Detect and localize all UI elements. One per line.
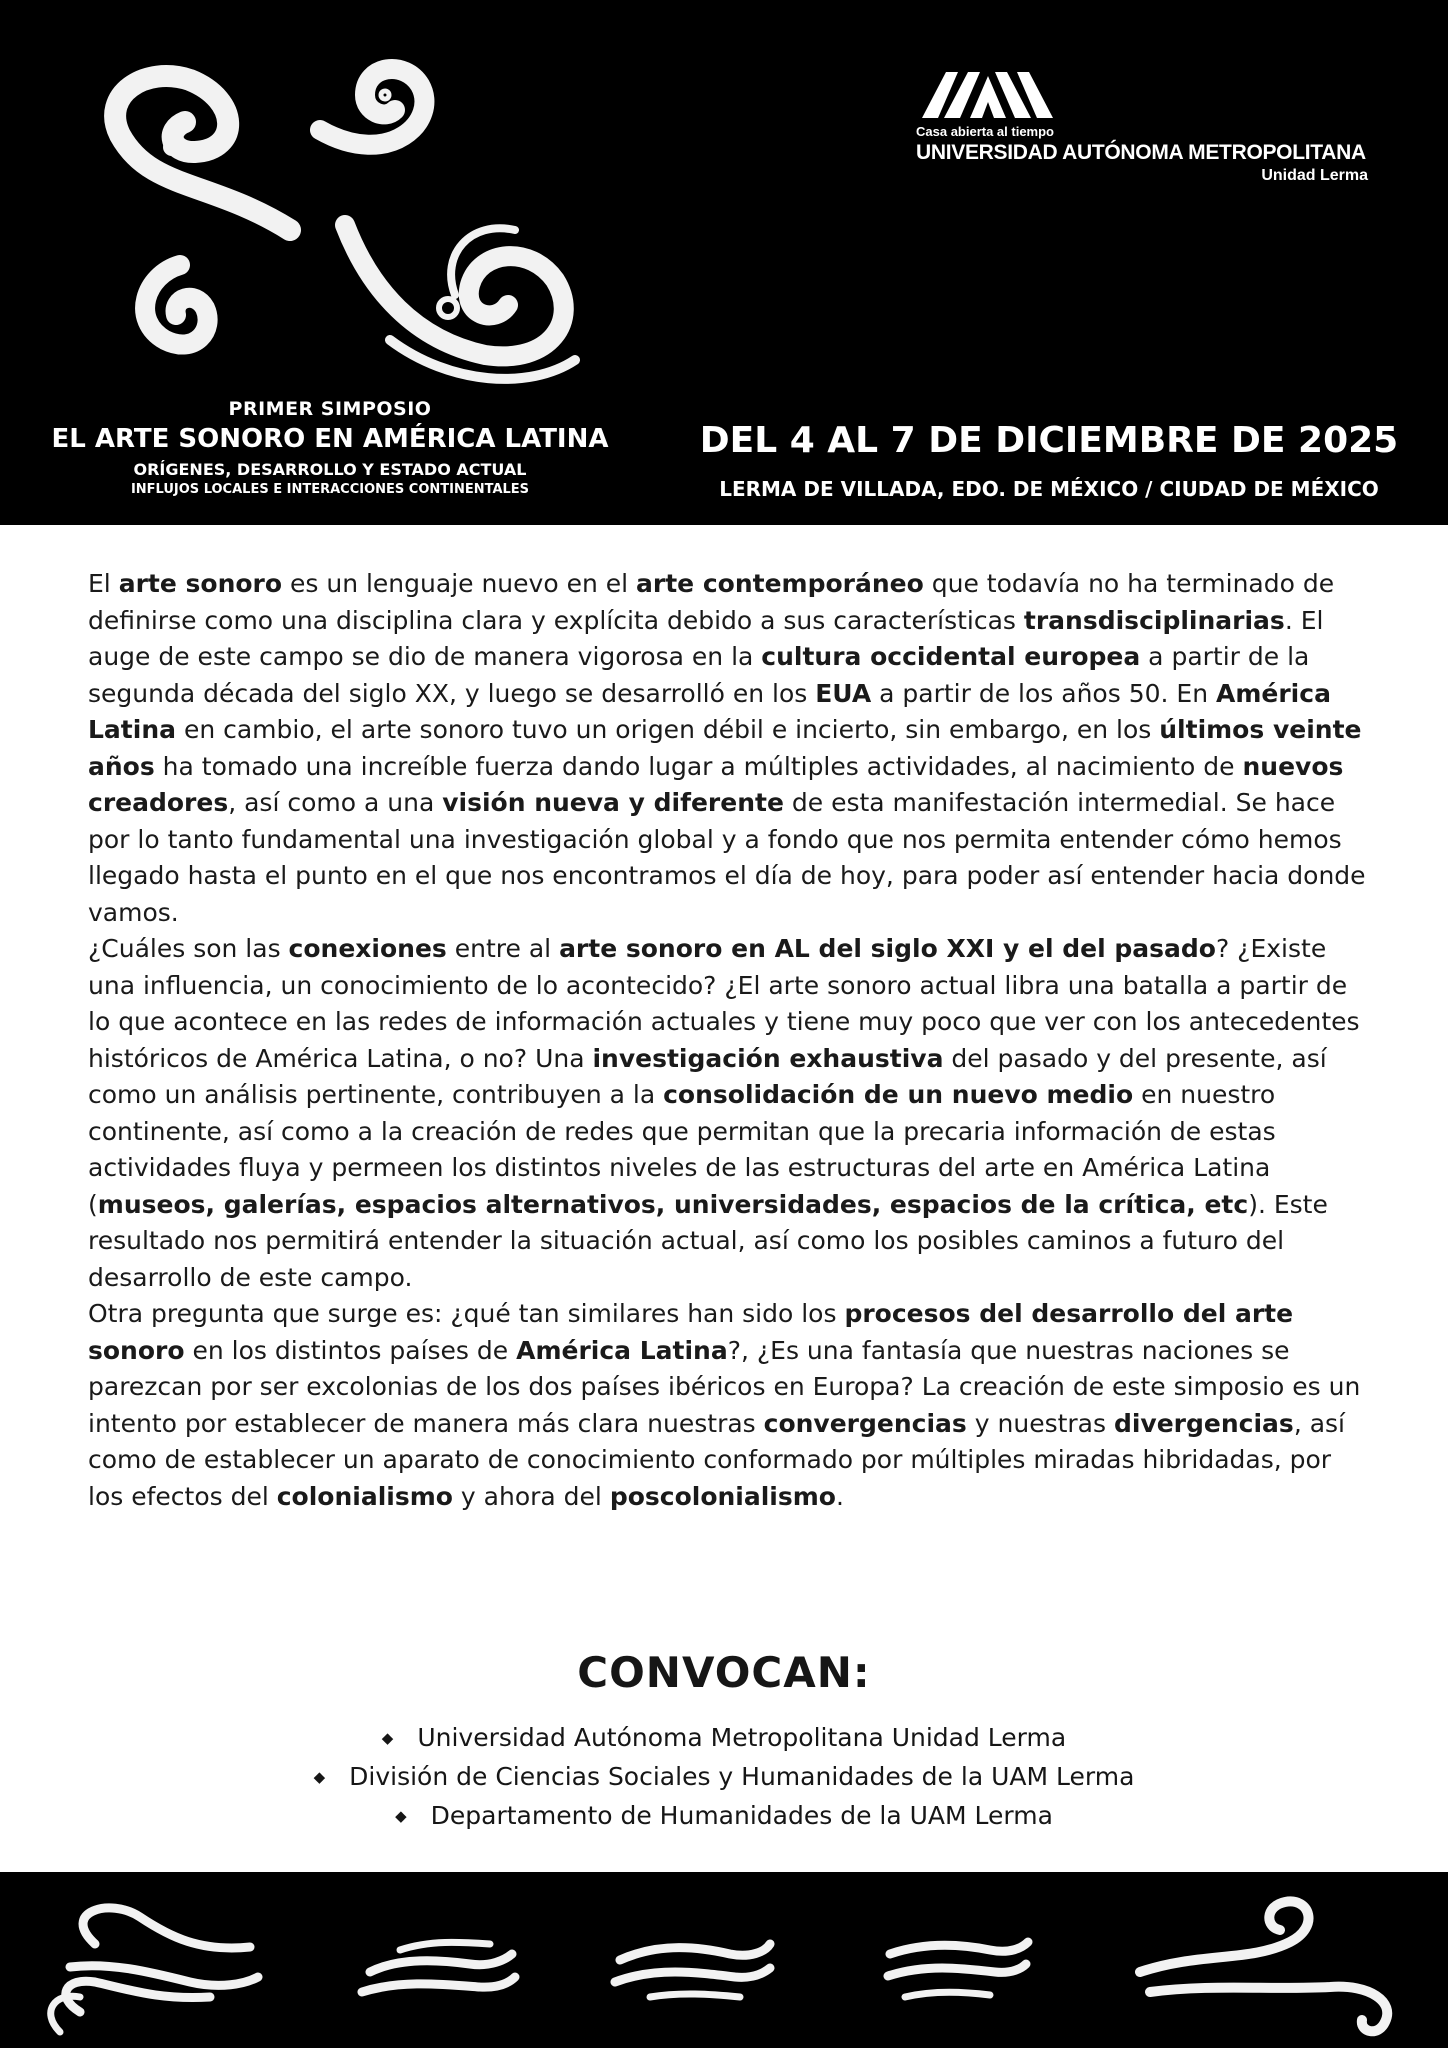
text-run: ). Este resultado nos permitirá entender la situación actual, así como los posibles caminos a futuro del desarrollo de este campo. bbox=[88, 1189, 1328, 1292]
bold-text: América Latina bbox=[516, 1335, 728, 1365]
event-location: LERMA DE VILLADA, EDO. DE MÉXICO / CIUDAD DE MÉXICO bbox=[719, 477, 1379, 501]
text-run: , así como a una bbox=[228, 788, 443, 817]
event-pre-title: PRIMER SIMPOSIO bbox=[228, 398, 432, 420]
event-dates: DEL 4 AL 7 DE DICIEMBRE DE 2025 bbox=[699, 420, 1399, 461]
bold-text: divergencias bbox=[1113, 1408, 1294, 1438]
text-run: y nuestras bbox=[966, 1408, 1114, 1438]
event-dates-block bbox=[694, 420, 1404, 501]
event-subtitle-secondary: INFLUJOS LOCALES E INTERACCIONES CONTINENTALES bbox=[130, 482, 530, 497]
text-run: . bbox=[835, 1481, 844, 1511]
bold-text: arte sonoro bbox=[118, 569, 283, 598]
convocan-list bbox=[0, 1720, 1448, 1837]
body-text bbox=[88, 566, 1368, 1515]
bold-text: procesos del desarrollo del arte sonoro bbox=[88, 1299, 1294, 1365]
text-run: ¿Cuáles son las bbox=[88, 934, 289, 963]
paragraph-purpose bbox=[88, 1296, 1368, 1515]
convocan-heading: CONVOCAN: bbox=[577, 1648, 871, 1697]
text-run: en cambio, el arte sonoro tuvo un origen débil e incierto, sin embargo, en los bbox=[176, 715, 1160, 744]
event-subtitle: ORÍGENES, DESARROLLO Y ESTADO ACTUAL bbox=[133, 460, 527, 479]
paragraph-questions bbox=[88, 931, 1368, 1296]
text-run: ? ¿Existe una influencia, un conocimiento de lo acontecido? ¿El arte sonoro actual libra una batalla a partir de lo que acontece en las redes de información actuales y tiene muy poco que ver con los antecedentes históricos de América Latina, o no? Una bbox=[88, 934, 1360, 1073]
bold-text: últimos veinte años bbox=[88, 715, 1362, 781]
list-item: ◆ Departamento de Humanidades de la UAM Lerma bbox=[0, 1798, 1448, 1837]
sound-waves-illustration bbox=[0, 1872, 1448, 2048]
bold-text: transdisciplinarias bbox=[1023, 605, 1285, 635]
list-item: ◆ División de Ciencias Sociales y Humanidades de la UAM Lerma bbox=[0, 1759, 1448, 1798]
text-run: que todavía no ha terminado de definirse como una disciplina clara y explícita debido a sus características bbox=[88, 569, 1335, 635]
uam-logo-icon bbox=[920, 68, 1055, 120]
footer-banner bbox=[0, 1872, 1448, 2048]
text-run: y ahora del bbox=[452, 1481, 610, 1511]
university-name: UNIVERSIDAD AUTÓNOMA METROPOLITANA bbox=[916, 141, 1366, 164]
header-banner bbox=[0, 0, 1448, 525]
bold-text: convergencias bbox=[763, 1408, 967, 1438]
bold-text: arte sonoro en AL del siglo XXI y el del pasado bbox=[559, 934, 1216, 963]
text-run: El bbox=[88, 569, 119, 598]
sound-swirls-illustration bbox=[60, 40, 620, 430]
text-run: en nuestro continente, así como a la creación de redes que permitan que la precaria información de estas actividades fluya y permeen los distintos niveles de las estructuras del arte en América Latina ( bbox=[88, 1080, 1276, 1219]
text-run: ha tomado una increíble fuerza dando lugar a múltiples actividades, al nacimiento de bbox=[154, 751, 1243, 781]
bold-text: visión nueva y diferente bbox=[442, 788, 784, 817]
text-run: en los distintos países de bbox=[184, 1335, 517, 1365]
text-run: a partir de la segunda década del siglo XX, y luego se desarrolló en los bbox=[88, 642, 1310, 708]
university-motto: Casa abierta al tiempo bbox=[916, 124, 1054, 139]
bold-text: conexiones bbox=[288, 934, 447, 963]
text-run: es un lenguaje nuevo en el bbox=[282, 569, 637, 598]
bold-text: museos, galerías, espacios alternativos, universidades, espacios de la crítica, etc bbox=[97, 1189, 1249, 1219]
text-run: entre al bbox=[446, 934, 560, 963]
text-run: del pasado y del presente, así como un análisis pertinente, contribuyen a la bbox=[88, 1043, 1327, 1109]
bold-text: investigación exhaustiva bbox=[592, 1043, 944, 1073]
bold-text: colonialismo bbox=[276, 1481, 453, 1511]
event-title: EL ARTE SONORO EN AMÉRICA LATINA bbox=[51, 424, 609, 454]
bold-text: cultura occidental europea bbox=[761, 642, 1141, 671]
text-run: Otra pregunta que surge es: ¿qué tan similares han sido los bbox=[88, 1299, 845, 1328]
text-run: ?, ¿Es una fantasía que nuestras naciones se parezcan por ser excolonias de los dos países ibéricos en Europa? La creación de este simposio es un intento por establecer de manera más clara nuestras bbox=[88, 1335, 1361, 1438]
text-run: de esta manifestación intermedial. Se hace por lo tanto fundamental una investigación global y a fondo que nos permita entender cómo hemos llegado hasta el punto en el que nos encontramos el día de hoy, para poder así entender hacia donde vamos. bbox=[88, 788, 1366, 927]
text-run: a partir de los años 50. En bbox=[871, 678, 1216, 708]
list-item: ◆ Universidad Autónoma Metropolitana Unidad Lerma bbox=[0, 1720, 1448, 1759]
bold-text: consolidación de un nuevo medio bbox=[663, 1080, 1134, 1109]
bold-text: poscolonialismo bbox=[609, 1481, 836, 1511]
bold-text: arte contemporáneo bbox=[636, 569, 924, 598]
paragraph-intro bbox=[88, 566, 1368, 931]
bold-text: América Latina bbox=[88, 678, 1331, 744]
text-run: . El auge de este campo se dio de manera vigorosa en la bbox=[88, 605, 1324, 671]
bold-text: nuevos creadores bbox=[88, 751, 1344, 817]
bold-text: EUA bbox=[815, 678, 872, 708]
university-unit: Unidad Lerma bbox=[1261, 167, 1368, 184]
text-run: , así como de establecer un aparato de conocimiento conformado por múltiples miradas hibridadas, por los efectos del bbox=[88, 1408, 1345, 1511]
event-title-block bbox=[30, 398, 630, 497]
